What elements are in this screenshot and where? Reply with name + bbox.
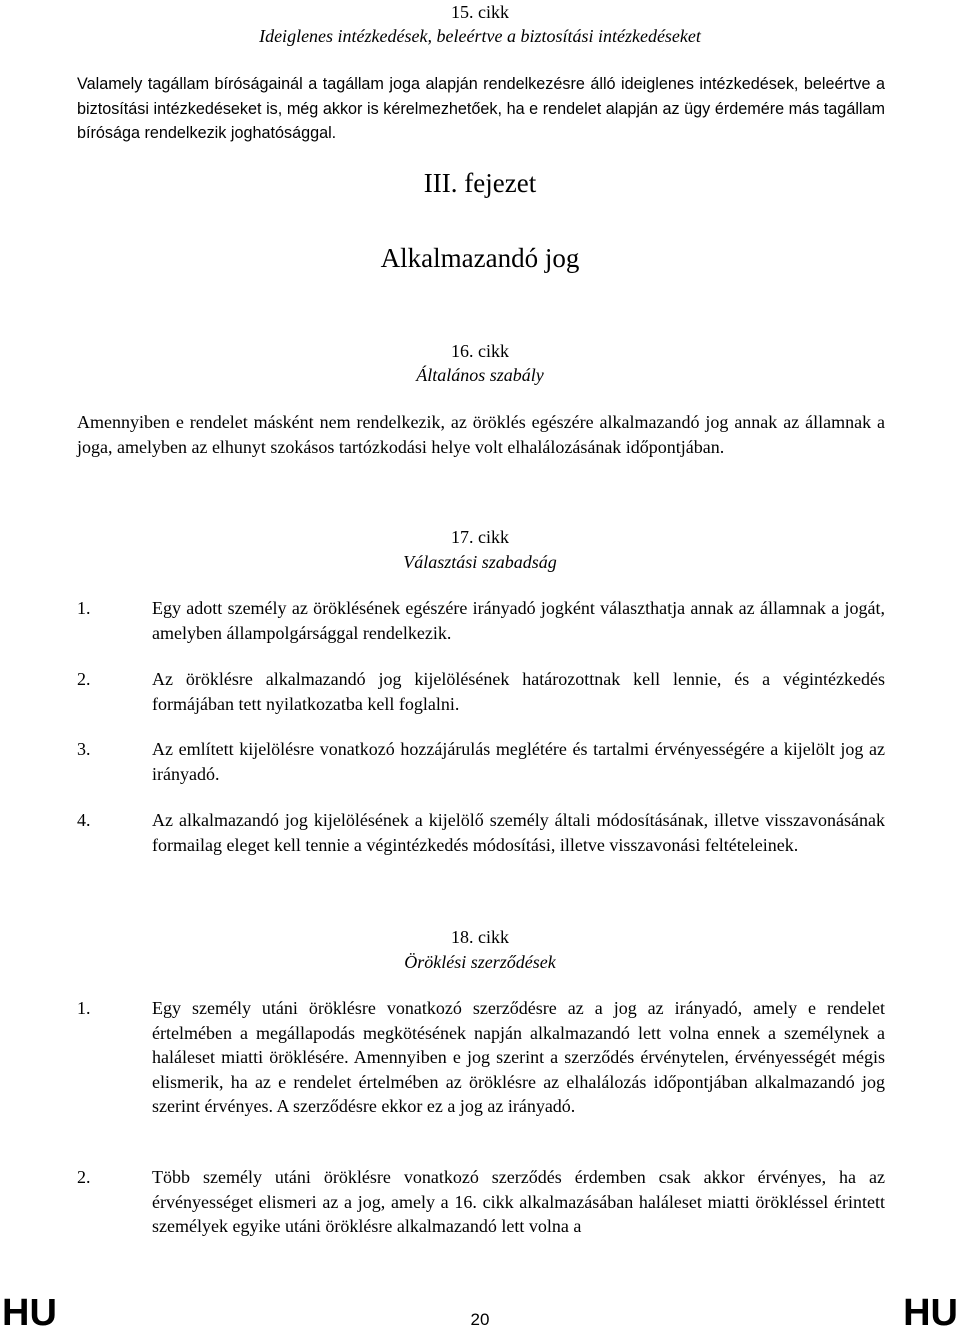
item-text: Az alkalmazandó jog kijelölésének a kijelölő személy általi módosításának, illetve visszavonásának formailag eleget kell tennie a végintézkedés módosítási, illetve visszavonási feltételeinek. [152,810,885,855]
article-18-title: Öröklési szerződések [404,952,556,972]
footer-language-mark-right: HU [903,1292,958,1334]
item-text: Egy adott személy az öröklésének egészére irányadó jogként választhatja annak az államnak a jogát, amelyben állampolgársággal rendelkezik. [152,598,885,643]
item-text: Az említett kijelölésre vonatkozó hozzájárulás meglétére és tartalmi érvényességére a kijelölt jog az irányadó. [152,739,885,784]
article-16-number: 16. cikk [451,341,509,361]
item-number: 4. [77,810,91,830]
page-number: 20 [470,1310,490,1329]
item-text: Az öröklésre alkalmazandó jog kijelölésének határozottnak kell lennie, és a végintézkedés formájában tett nyilatkozatba kell foglalni. [152,669,885,714]
item-number: 2. [77,669,91,689]
footer-language-mark-left: HU [2,1292,57,1334]
article-16-text: Amennyiben e rendelet másként nem rendelkezik, az öröklés egészére alkalmazandó jog annak az államnak a joga, amelyben az elhunyt szokásos tartózkodási helye volt elhalálozásának időpontjában. [77,412,885,457]
item-text: Egy személy utáni öröklésre vonatkozó szerződésre az a jog az irányadó, amely e rendelet értelmében a megállapodás megkötésének napján alkalmazandó lett volna ennek a személynek a haláleset miatti öröklésére. Amennyiben e jog szerint a szerződés érvénytelen, érvényességét mégis elismerik, ha az e rendelet értelmében az öröklésre az elhalálozás időpontjában alkalmazandó jog szerint érvényes. A szerződésre ekkor ez a jog az irányadó. [152,998,885,1116]
article-17-number: 17. cikk [451,527,509,547]
item-number: 3. [77,739,91,759]
chapter-number: III. fejezet [423,168,537,198]
article-16-title: Általános szabály [416,365,544,385]
article-15-title: Ideiglenes intézkedések, beleértve a biztosítási intézkedéseket [259,26,701,46]
article-17-title: Választási szabadság [403,552,557,572]
article-15-text: Valamely tagállam bíróságainál a tagállam joga alapján rendelkezésre álló ideiglenes intézkedések, beleértve a biztosítási intézkedéseket is, még akkor is kérelmezhetőek, ha e rendelet alapján az ügy érdemére más tagállam bírósága rendelkezik joghatósággal. [77,75,885,142]
article-18-number: 18. cikk [451,927,509,947]
item-number: 1. [77,598,91,618]
item-number: 1. [77,998,91,1018]
item-text: Több személy utáni öröklésre vonatkozó szerződés érdemben csak akkor érvényes, ha az érvényességet elismeri az a jog, amely a 16. cikk alkalmazásában haláleset miatti örökléssel érintett személyek egyike utáni öröklésre alkalmazandó lett volna a [152,1167,885,1236]
chapter-title: Alkalmazandó jog [380,243,580,273]
article-15-number: 15. cikk [451,2,509,22]
item-number: 2. [77,1167,91,1187]
